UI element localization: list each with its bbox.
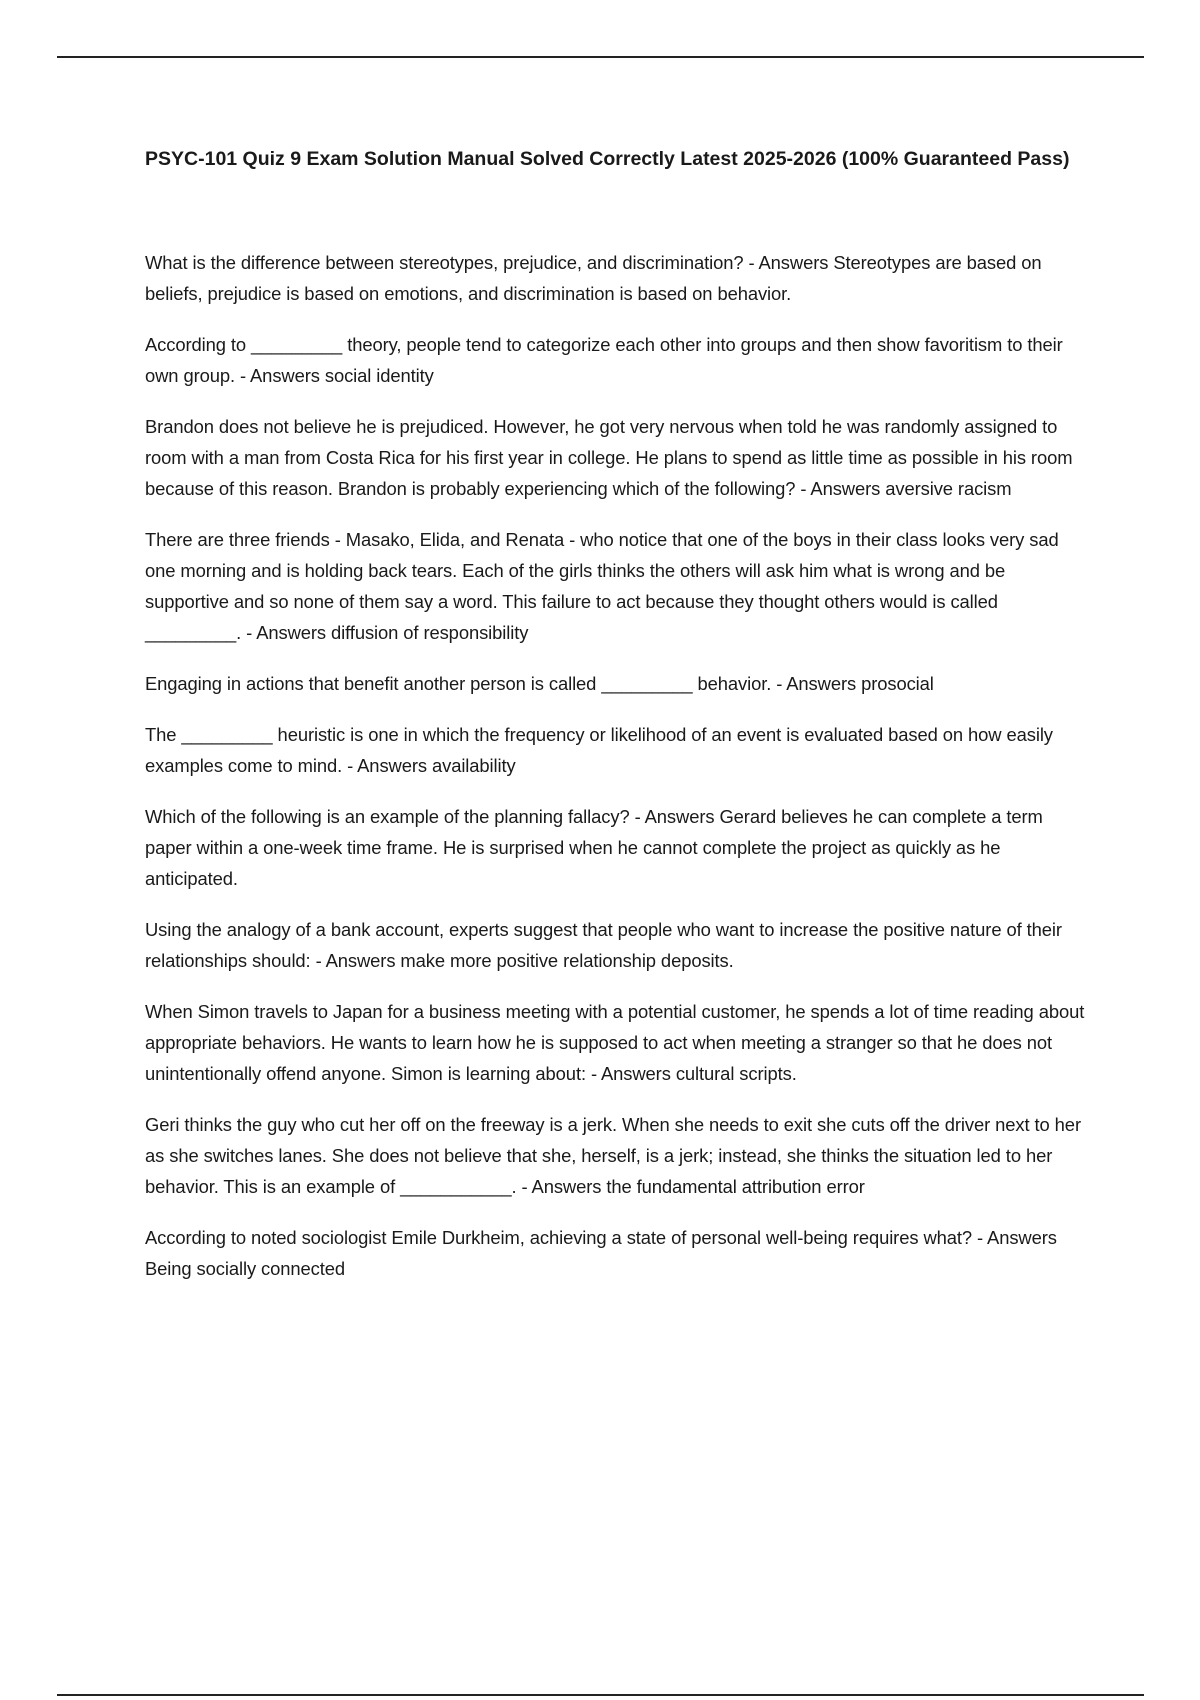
qa-item-11: According to noted sociologist Emile Durkheim, achieving a state of personal well-being requires what? - Answers Being socially connected [145, 1227, 1057, 1279]
question-answer-list [145, 247, 1090, 1304]
qa-item-4: There are three friends - Masako, Elida, and Renata - who notice that one of the boys in their class looks very sad one morning and is holding back tears. Each of the girls thinks the others will ask him what is wrong and be supportive and so none of them say a word. This failure to act because they thought others would is called _________. - Answers diffusion of responsibility [145, 529, 1059, 643]
qa-item-8: Using the analogy of a bank account, experts suggest that people who want to increase the positive nature of their relationships should: - Answers make more positive relationship deposits. [145, 919, 1062, 971]
qa-item-6: The _________ heuristic is one in which the frequency or likelihood of an event is evaluated based on how easily examples come to mind. - Answers availability [145, 724, 1053, 776]
qa-item-9: When Simon travels to Japan for a business meeting with a potential customer, he spends a lot of time reading about appropriate behaviors. He wants to learn how he is supposed to act when meeting a stranger so that he does not unintentionally offend anyone. Simon is learning about: - Answers cultural scripts. [145, 1001, 1085, 1084]
bottom-divider [57, 1694, 1144, 1696]
qa-item-7: Which of the following is an example of the planning fallacy? - Answers Gerard believes he can complete a term paper within a one-week time frame. He is surprised when he cannot complete the project as quickly as he anticipated. [145, 806, 1043, 889]
qa-item-2: According to _________ theory, people tend to categorize each other into groups and then show favoritism to their own group. - Answers social identity [145, 334, 1063, 386]
top-divider [57, 56, 1144, 58]
qa-item-5: Engaging in actions that benefit another person is called _________ behavior. - Answers prosocial [145, 673, 934, 694]
qa-item-3: Brandon does not believe he is prejudiced. However, he got very nervous when told he was randomly assigned to room with a man from Costa Rica for his first year in college. He plans to spend as little time as possible in his room because of this reason. Brandon is probably experiencing which of the following? - Answers aversive racism [145, 416, 1073, 499]
document-title: PSYC-101 Quiz 9 Exam Solution Manual Solved Correctly Latest 2025-2026 (100% Guaranteed Pass) [145, 148, 1070, 170]
qa-item-10: Geri thinks the guy who cut her off on the freeway is a jerk. When she needs to exit she cuts off the driver next to her as she switches lanes. She does not believe that she, herself, is a jerk; instead, she thinks the situation led to her behavior. This is an example of ___________. - Answers the fundamental attribution error [145, 1114, 1081, 1197]
qa-item-1: What is the difference between stereotypes, prejudice, and discrimination? - Answers Stereotypes are based on beliefs, prejudice is based on emotions, and discrimination is based on behavior. [145, 252, 1042, 304]
